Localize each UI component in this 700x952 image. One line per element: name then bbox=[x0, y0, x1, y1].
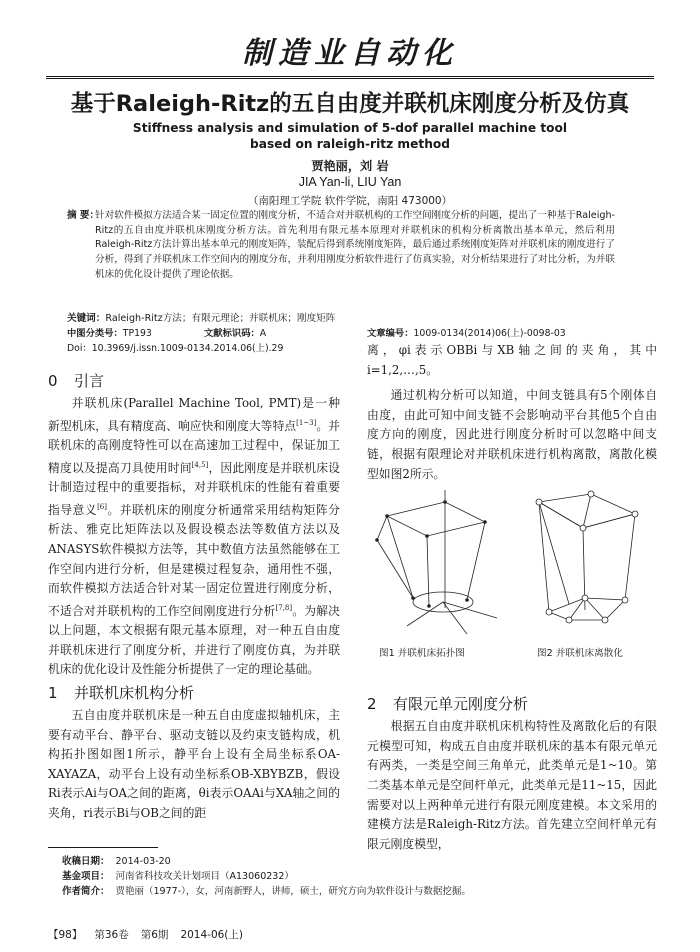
received-value: 2014-03-20 bbox=[115, 856, 171, 867]
received-label: 收稿日期： bbox=[62, 856, 110, 867]
citation: [7,8] bbox=[275, 603, 293, 612]
discretization-paragraph: 通过机构分析可以知道，中间支链具有5个刚体自由度，由此可知中间支链不会影响动平台其他5个自由度方向的刚度，因此进行刚度分析时可以忽略中间支链，根据有限理论对并联机床进行机构离散，离散化模型如图2所示。 bbox=[367, 388, 657, 481]
clc-value: TP193 bbox=[122, 328, 152, 339]
element-stiffness-paragraph: 根据五自由度并联机床机构特性及离散化后的有限元模型可知，构成五自由度并联机床的基本有限元单元有两类，一类是空间三角单元，此类单元是1~10。第二类基本单元是空间杆单元，此类单元是11~15，因此需要对以上两种单元进行有限元刚度建模。本文采用的建模方法是Raleigh-Ritz方法。首先建立空间杆单元有限元刚度模型， bbox=[367, 719, 657, 851]
intro-text-e: 。为解决以上问题，本文根据有限元基本原理，对一种五自由度并联机床进行了刚度分析，并进行了刚度仿真，为并联机床的优化设计及性能分析提供了一定的理论基础。 bbox=[48, 603, 340, 677]
keywords-text: Raleigh-Ritz方法；有限元理论；并联机床；刚度矩阵 bbox=[105, 313, 336, 324]
citation: [6] bbox=[97, 502, 107, 511]
mechanism-paragraph-continued: 离，φi表示OBBi与XB轴之间的夹角，其中i=1,2,…,5。 bbox=[367, 343, 657, 377]
figure-1-topology-diagram bbox=[367, 488, 513, 638]
section-1-heading bbox=[48, 682, 340, 704]
authors-cn: 贾艳丽，刘 岩 bbox=[311, 159, 389, 173]
abstract bbox=[67, 209, 615, 283]
abstract-text: 针对软件模拟方法适合某一固定位置的刚度分析，不适合对并联机构的工作空间刚度分析的问题，提出了一种基于Raleigh-Ritz的五自由度并联机床刚度分析方法。首先利用有限元基本原理对并联机床的机构分析离散出基本单元，然后利用Raleigh-Ritz方法计算出基本单元的刚度矩阵，装配后得到系统刚度矩阵，最后通过系统刚度矩阵对并联机床的刚度进行了分析，得到了并联机床工作空间内的刚度分布，并利用刚度分析软件进行了仿真实验，对分析结果进行了对比分析，为并联机床的优化设计提供了理论依据。 bbox=[95, 210, 615, 280]
issue: 第6期 bbox=[140, 929, 169, 941]
intro-text-c: ，因此刚度是并联机床设计制造过程中的重要指标，对并联机床的性能有着重要指导意义 bbox=[48, 460, 340, 517]
affiliation: （南阳理工学院 软件学院，南阳 473000） bbox=[247, 195, 453, 207]
paper-title-en-line2: based on raleigh-ritz method bbox=[250, 137, 450, 151]
section-2-title: 有限元单元刚度分析 bbox=[393, 695, 529, 714]
citation: [4,5] bbox=[191, 460, 209, 469]
section-0-number: 0 bbox=[48, 372, 58, 390]
article-no-label: 文章编号： bbox=[367, 328, 414, 339]
left-column bbox=[48, 370, 340, 824]
footnote-fund bbox=[62, 868, 294, 882]
fund-label: 基金项目： bbox=[62, 871, 110, 882]
intro-text-b: 。并联机床的高刚度特性可以在高速加工过程中，保证加工精度以及提高刀具使用时间 bbox=[48, 418, 340, 475]
doi-line bbox=[67, 340, 283, 354]
footnote-received bbox=[62, 853, 171, 867]
section-0-title: 引言 bbox=[74, 372, 105, 390]
doccode-value: A bbox=[259, 328, 267, 339]
figure-1-caption: 图1 并联机床拓扑图 bbox=[379, 648, 465, 660]
page-number: 【98】 bbox=[48, 929, 83, 941]
right-column bbox=[367, 341, 657, 854]
brand-divider bbox=[46, 76, 654, 79]
mechanism-paragraph: 五自由度并联机床是一种五自由度虚拟轴机床，主要有动平台、静平台、驱动支链以及约束支链构成，机构拓扑图如图1所示，静平台上设有全局坐标系OA-XAYAZA，动平台上设有动坐标系OB-XBYBZB，假设Ri表示Ai与OA之间的距离，θi表示OAAi与XA轴之间的夹角，ri表示Bi与OB之间的距 bbox=[48, 708, 340, 820]
doi-label: Doi： bbox=[67, 343, 92, 354]
section-1-title: 并联机床机构分析 bbox=[74, 684, 195, 702]
abstract-label: 摘 要： bbox=[67, 210, 100, 221]
journal-brand: 制造业自动化 bbox=[242, 36, 458, 71]
author-bio-value: 贾艳丽（1977-），女，河南新野人，讲师，硕士，研究方向为软件设计与数据挖掘。 bbox=[115, 886, 471, 897]
paper-title-cn: 基于Raleigh-Ritz的五自由度并联机床刚度分析及仿真 bbox=[70, 91, 630, 117]
keywords-label: 关键词： bbox=[67, 313, 106, 324]
intro-text-d: 。并联机床的刚度分析通常采用结构矩阵分析法、雅克比矩阵法以及假设模态法等数值方法以及ANASYS软件模拟方法等，其中数值方法虽然能够在工作空间内进行分析，但是建模过程复杂，通用性不强，而软件模拟方法适合针对某一固定位置进行刚度分析，不适合对并联机构的工作空间刚度进行分析 bbox=[48, 502, 340, 618]
section-0-heading bbox=[48, 370, 340, 392]
intro-paragraph bbox=[48, 394, 340, 680]
keywords bbox=[67, 310, 335, 324]
section-2-heading bbox=[367, 693, 657, 715]
paper-title-en-line1: Stiffness analysis and simulation of 5-dof parallel machine tool bbox=[132, 121, 568, 135]
footnote-divider bbox=[48, 847, 158, 848]
section-2-number: 2 bbox=[367, 695, 377, 714]
doccode-label: 文献标识码： bbox=[204, 328, 260, 339]
author-bio-label: 作者简介： bbox=[62, 886, 110, 897]
doi-value: 10.3969/j.issn.1009-0134.2014.06(上).29 bbox=[91, 343, 284, 354]
authors-en: JIA Yan-li, LIU Yan bbox=[298, 175, 402, 189]
page-footer bbox=[48, 927, 255, 942]
figure-row bbox=[367, 488, 657, 693]
paper-title-en bbox=[0, 120, 700, 152]
issue-date: 2014-06(上) bbox=[180, 929, 244, 941]
intro-text-a: 并联机床(Parallel Machine Tool, PMT)是一种新型机床，具有精度高、响应快和刚度大等特点 bbox=[48, 396, 340, 433]
fund-value: 河南省科技攻关计划项目（A13060232） bbox=[115, 871, 294, 882]
volume: 第36卷 bbox=[94, 929, 129, 941]
citation: [1~3] bbox=[296, 418, 317, 427]
article-no-value: 1009-0134(2014)06(上)-0098-03 bbox=[413, 328, 566, 339]
figure-2-caption: 图2 并联机床离散化 bbox=[537, 648, 623, 660]
clc-label: 中图分类号： bbox=[67, 328, 123, 339]
section-1-number: 1 bbox=[48, 684, 58, 702]
figure-2-discretization-diagram bbox=[525, 488, 651, 628]
footnote-author bbox=[62, 883, 471, 897]
